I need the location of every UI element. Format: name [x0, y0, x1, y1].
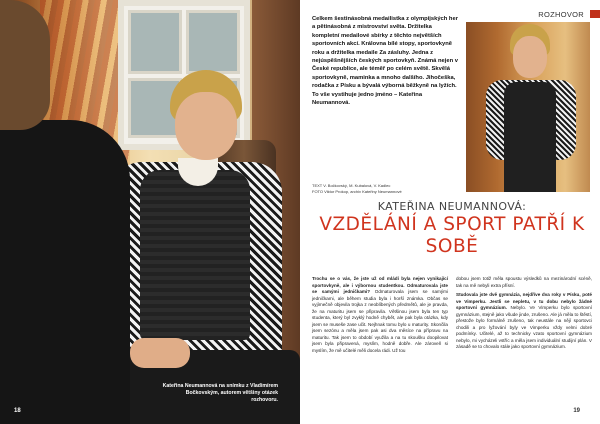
woman-hands [130, 338, 190, 368]
section-accent-bar [590, 10, 600, 18]
portrait-face [513, 36, 547, 78]
portrait-vest [504, 82, 556, 192]
headline-title: VZDĚLÁNÍ A SPORT PATŘÍ K SOBĚ [319, 214, 585, 257]
article-intro: Celkem šestinásobná medailistka z olympijských her a pětinásobná z mistrovství světa. Držitelka kompletní medailové sbírky z těchto největších sportovních akcí. Královna bílé stopy, sportovkyně roku a držitelka medaile Za zásluhy. Jedna z nejúspěšnějších českých sportovkyň. Známá nejen v České republice, ale téměř po celém světě. Skvělá sportovkyně, maminka a mnoho dalšího. Jihočeška, rodačka z Písku a bývalá výborná běžkyně na lyžích. To vše vystihuje jedno jméno – Kateřina Neumannová. [312, 16, 458, 107]
right-page [300, 0, 600, 424]
credit-photo: FOTO Viktor Prokop, archiv Kateřiny Neumannové [312, 189, 402, 194]
article-column-1 [312, 276, 448, 355]
answer-2: Nebylo. Ve Vimperku bylo sportovní gymnázium, stejně jako všude jinde, zrušeno. Ale já měla to štěstí, přestože bylo formálně zrušeno, tak neustále na nějí sportovci chodili a pro lyžování byly ve Vimperku vždy velmi dobré podmínky. Učitelé, až to technicky vzato sportovní gymnázium nebylo, mi vycházeli vstříc a měla jsem individuální studijní plán. V zásadě se to chovalo stále jako sportovní gymnázium. [456, 305, 592, 350]
woman-vest [140, 170, 250, 340]
article-column-2 [456, 276, 592, 351]
answer-1-continued: dobou jsem totiž měla spoustu výsledků na mezinárodní scéně, tak na mě nebyli extra přísní. [456, 276, 592, 288]
question-2: Studovala jste dvě gymnázia, nejdříve dva roky v Písku, poté ve Vimperku. Jestli se nepletu, v tu dobu nebylo žádné sportovní gymnázium. [456, 292, 592, 311]
page-number-left: 18 [14, 408, 21, 414]
headline-name: KATEŘINA NEUMANNOVÁ: [377, 200, 527, 213]
page-number-right: 19 [573, 408, 580, 414]
portrait-photo [466, 22, 590, 192]
section-header-label: ROZHOVOR [538, 9, 584, 19]
interviewer-hair [0, 0, 50, 130]
woman-face [175, 92, 237, 160]
section-header [508, 8, 600, 20]
question-1: Trochu se o vás, že jste už od mládí byla nejen vynikající sportovkyně, ale i výbornou studentkou. Odmaturovala jste se samými jedničkami? [312, 276, 448, 295]
interviewer-body [0, 120, 130, 424]
article-credits [312, 183, 462, 195]
photo-caption: Kateřina Neumannová na snímku z Vladimírem Bočkovským, autorem většiny otázek rozhovoru. [162, 383, 278, 403]
answer-1: Odmaturovala jsem se samými jedničkami, ale během studia byla i horší známka. Občas se vyjímečně objevila trojka z neoblíbených předmětů, ale je pravda, že na maturitu jsem se připravila. Většinou jsem byla ten typ studenta, který byl zvyklý hodně chybět, ale pak byla otázka, kdy jsem se museše zase učit. Nejhnak tomu bylo u maturity. Skončila jsem sezónu a měla jsem pak asi dva měsíce na přípravu na maturitu. Tak jsem to období využila a na tu skoušku doopilovat jsem byla připravená, myslím, hodně dobře. Ale zároveň si myslím, že mě učitelé měli docela rádi. Už tou [312, 289, 448, 354]
credit-text: TEXT V. Bočkovský, M. Kubalová, V. Kadlec [312, 183, 391, 188]
